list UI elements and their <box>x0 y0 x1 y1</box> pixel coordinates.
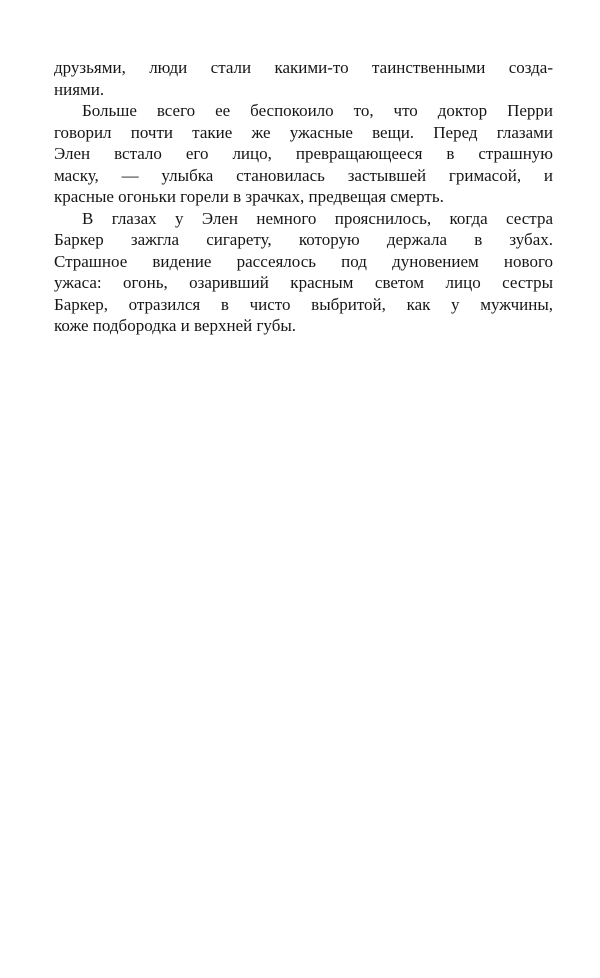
text-line: Баркер зажгла сигарету, которую держала в зубах. <box>54 230 553 249</box>
text-line: ужаса: огонь, озаривший красным светом лицо сестры <box>54 273 553 292</box>
text-line: красные огоньки горели в зрачках, предвещая смерть. <box>54 187 444 206</box>
text-line: маску, — улыбка становилась застывшей гримасой, и <box>54 165 553 185</box>
text-line: Больше всего ее беспокоило то, что доктор Перри <box>82 101 553 120</box>
text-line: коже подбородка и верхней губы. <box>54 316 297 335</box>
paragraph-2 <box>54 100 553 208</box>
paragraph-3 <box>54 208 553 337</box>
text-line: друзьями, люди стали какими-то таинственными созда- <box>54 58 553 77</box>
page-text <box>54 57 553 337</box>
text-line: ниями. <box>54 79 105 99</box>
text-line: Элен встало его лицо, превращающееся в страшную <box>54 144 553 163</box>
paragraph-1 <box>54 57 553 100</box>
text-line: говорил почти такие же ужасные вещи. Перед глазами <box>54 122 553 142</box>
text-line: В глазах у Элен немного прояснилось, когда сестра <box>82 208 553 228</box>
text-line: Баркер, отразился в чисто выбритой, как у мужчины, <box>54 294 553 314</box>
text-line: Страшное видение рассеялось под дуновением нового <box>54 251 553 271</box>
